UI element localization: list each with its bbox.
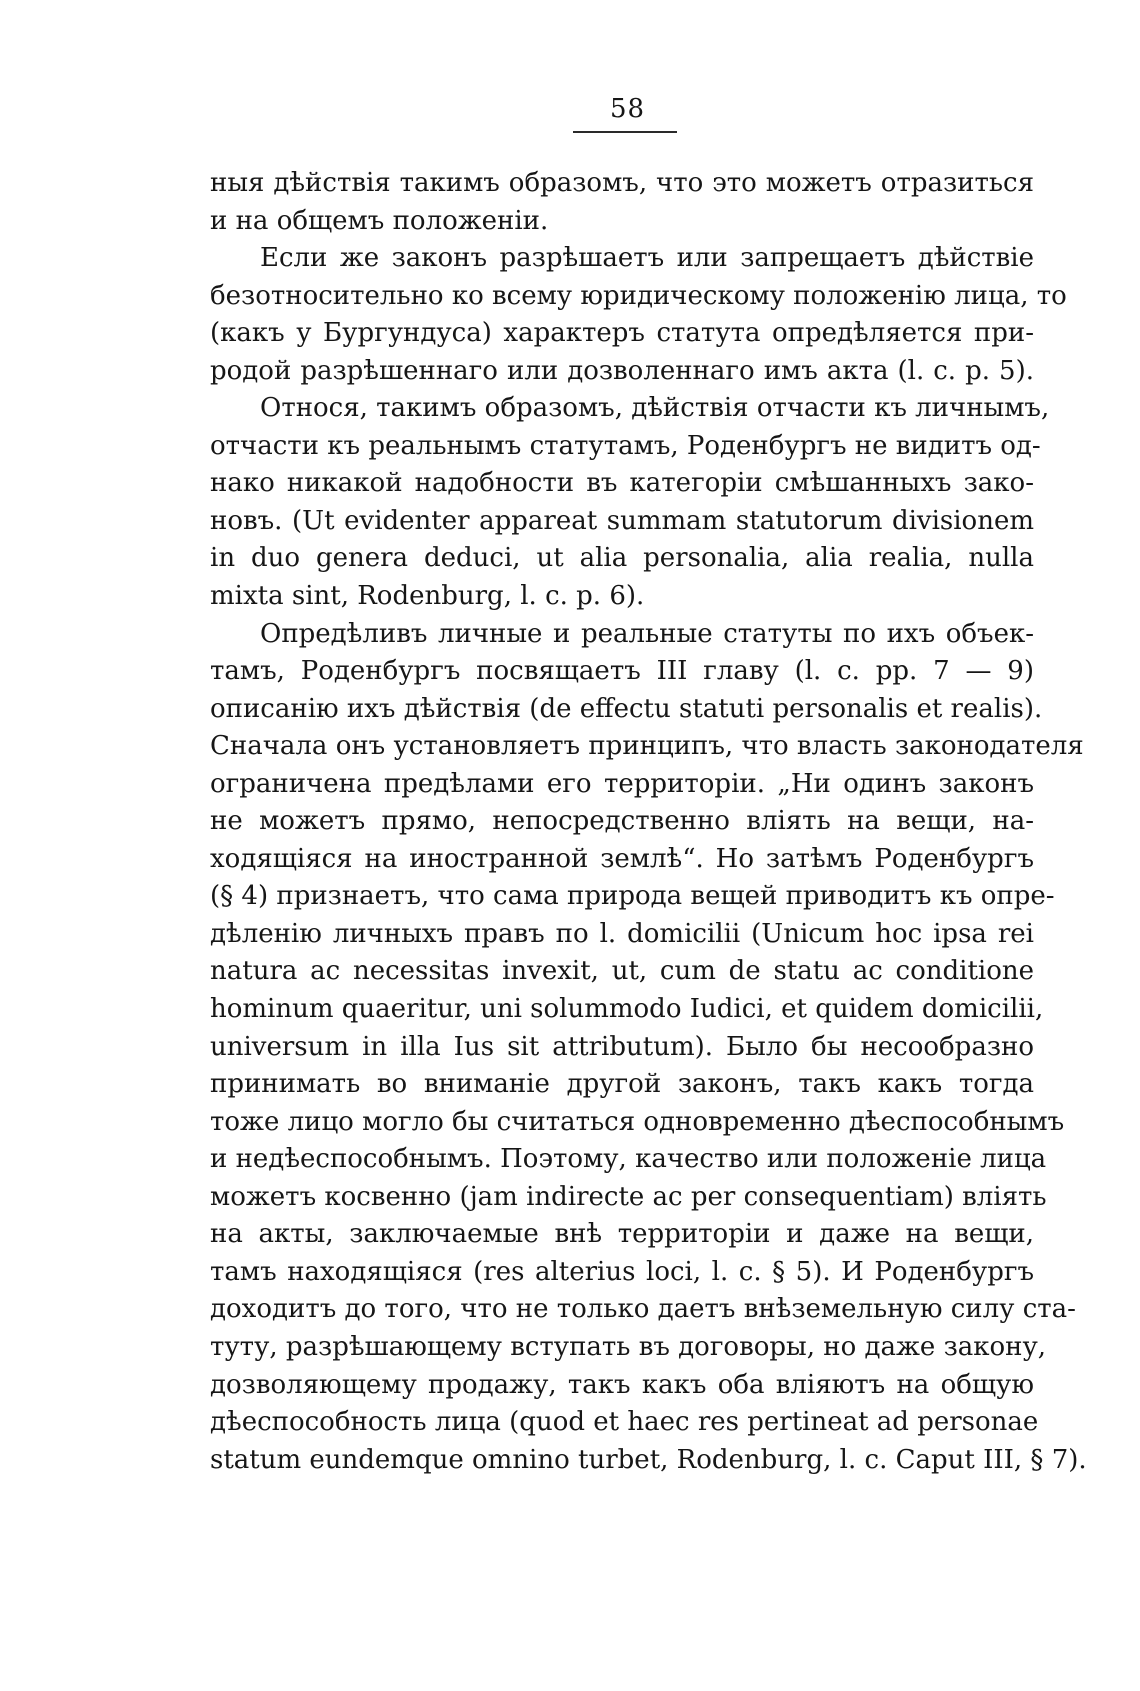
text-line: universum in illa Ius sit attributum). Было бы несообразно: [210, 1031, 1034, 1062]
text-line: можетъ косвенно (jam indirecte ac per consequentiam) влiять: [210, 1181, 1047, 1212]
text-line: отчасти къ реальнымъ статутамъ, Роденбургъ не видитъ од-: [210, 430, 1041, 461]
page-number: 58: [609, 94, 646, 124]
text-line: и недѣеспособнымъ. Поэтому, качество или положеніе лица: [210, 1144, 1047, 1175]
text-line: Сначала онъ установляетъ принципъ, что власть законодателя: [210, 731, 1084, 762]
text-line: дѣленію личныхъ правъ по l. domicilii (Unicum hoc ipsa rei: [210, 918, 1034, 949]
text-line: туту, разрѣшающему вступать въ договоры, но даже закону,: [210, 1331, 1047, 1362]
text-line: natura ac necessitas invexit, ut, cum de statu ac conditione: [210, 956, 1034, 987]
text-line: описанію ихъ дѣйствія (de effectu statuti personalis et realis).: [210, 693, 1043, 724]
body-text: [210, 165, 1087, 1479]
text-line: Если же законъ разрѣшаетъ или запрещаетъ дѣйствіе: [260, 243, 1034, 274]
text-line: новъ. (Ut evidenter appareat summam statutorum divisionem: [210, 505, 1034, 536]
text-line: mixta sint, Rodenburg, l. c. p. 6).: [210, 581, 645, 612]
text-line: на акты, заключаемые внѣ территоріи и даже на вещи,: [210, 1219, 1034, 1250]
text-line: и на общемъ положеніи.: [210, 205, 549, 236]
text-line: (какъ у Бургундуса) характеръ статута опредѣляется при-: [210, 318, 1034, 349]
text-line: родой разрѣшеннаго или дозволеннаго имъ акта (l. c. p. 5).: [210, 355, 1034, 386]
text-line: нако никакой надобности въ категоріи смѣшанныхъ зако-: [210, 468, 1034, 499]
text-line: тамъ, Роденбургъ посвящаетъ III главу (l. c. pp. 7 — 9): [210, 656, 1034, 687]
text-line: (§ 4) признаетъ, что сама природа вещей приводитъ къ опре-: [210, 881, 1055, 912]
text-line: Опредѣливъ личные и реальные статуты по ихъ объек-: [260, 618, 1034, 649]
text-line: тамъ находящіяся (res alterius loci, l. c. § 5). И Роденбургъ: [210, 1256, 1034, 1287]
text-line: принимать во вниманіе другой законъ, такъ какъ тогда: [210, 1069, 1034, 1100]
text-line: hominum quaeritur, uni solummodo Iudici, et quidem domicilii,: [210, 994, 1044, 1025]
text-line: дозволяющему продажу, такъ какъ оба влiяютъ на общую: [210, 1369, 1034, 1400]
text-line: statum eundemque omnino turbet, Rodenburg, l. c. Caput III, § 7).: [210, 1444, 1087, 1475]
page-number-rule: [573, 131, 677, 133]
text-line: доходитъ до того, что не только даетъ внѣземельную силу ста-: [210, 1294, 1076, 1325]
text-line: дѣеспособность лица (quod et haec res pertineat ad personae: [210, 1407, 1039, 1438]
text-line: ограничена предѣлами его территоріи. „Ни одинъ законъ: [210, 768, 1034, 799]
text-line: безотносительно ко всему юридическому положенію лица, то: [210, 280, 1067, 311]
text-line: in duo genera deduci, ut alia personalia, alia realia, nulla: [210, 543, 1034, 574]
text-line: не можетъ прямо, непосредственно влiять на вещи, на-: [210, 806, 1034, 837]
text-line: тоже лицо могло бы считаться одновременно дѣеспособнымъ: [210, 1106, 1065, 1137]
text-line: ходящіяся на иностранной землѣ“. Но затѣмъ Роденбургъ: [210, 843, 1034, 874]
text-line: ныя дѣйствія такимъ образомъ, что это можетъ отразиться: [210, 168, 1034, 198]
text-line: Относя, такимъ образомъ, дѣйствія отчасти къ личнымъ,: [260, 393, 1050, 424]
